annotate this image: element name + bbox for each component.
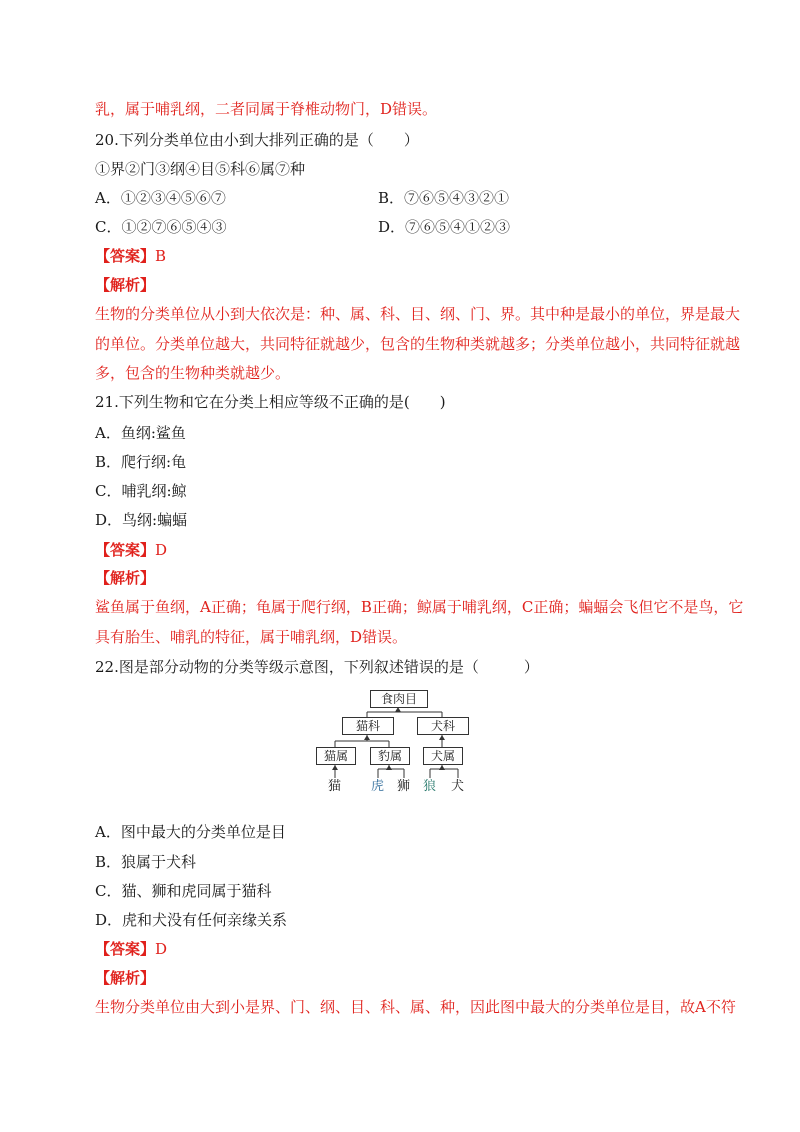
q22-answer-label: 【答案】 — [95, 940, 156, 958]
animal-cat: 猫 — [328, 779, 342, 794]
order-box: 食肉目 — [370, 690, 428, 708]
q22-analysis-label: 【解析】 — [95, 969, 156, 987]
q20-items: ①界②门③纲④目⑤科⑥属⑦种 — [95, 160, 306, 178]
q22-option-a: A．图中最大的分类单位是目 — [95, 823, 286, 841]
prev-analysis-tail: 乳，属于哺乳纲，二者同属于脊椎动物门，D错误。 — [95, 100, 438, 118]
q20-answer-value: B — [155, 247, 167, 265]
family-dog-box: 犬科 — [417, 717, 469, 735]
q22-analysis-line-1: 生物分类单位由大到小是界、门、纲、目、科、属、种，因此图中最大的分类单位是目，故A不符 — [95, 998, 736, 1016]
q20-option-c: C．①②⑦⑥⑤④③ — [95, 218, 227, 236]
q20-option-d: D．⑦⑥⑤④①②③ — [378, 218, 511, 236]
classification-diagram — [312, 690, 482, 800]
q20-answer-label: 【答案】 — [95, 247, 156, 265]
q20-analysis-label: 【解析】 — [95, 276, 156, 294]
q22-question: 22.图是部分动物的分类等级示意图，下列叙述错误的是（ ） — [95, 658, 539, 676]
animal-tiger: 虎 — [371, 779, 385, 794]
q21-option-a: A．鱼纲:鲨鱼 — [95, 424, 186, 442]
q21-question: 21.下列生物和它在分类上相应等级不正确的是( ) — [95, 393, 446, 411]
genus-panther-box: 豹属 — [370, 747, 410, 765]
q21-option-d: D．鸟纲:蝙蝠 — [95, 511, 188, 529]
family-cat-box: 猫科 — [342, 717, 394, 735]
q21-analysis-line-1: 鲨鱼属于鱼纲，A正确；龟属于爬行纲，B正确；鲸属于哺乳纲，C正确；蝙蝠会飞但它不是鸟，它 — [95, 598, 744, 616]
q21-analysis-label: 【解析】 — [95, 569, 156, 587]
q22-option-b: B．狼属于犬科 — [95, 853, 197, 871]
animal-wolf: 狼 — [423, 779, 437, 794]
q21-answer-value: D — [155, 541, 168, 559]
q22-answer — [95, 938, 167, 960]
q20-analysis-line-1: 生物的分类单位从小到大依次是：种、属、科、目、纲、门、界。其中种是最小的单位，界是最大 — [95, 305, 741, 323]
q22-answer-value: D — [155, 940, 168, 958]
q21-option-c: C．哺乳纲:鲸 — [95, 482, 187, 500]
q20-option-b: B．⑦⑥⑤④③②① — [378, 189, 510, 207]
q20-question: 20.下列分类单位由小到大排列正确的是（ ） — [95, 131, 419, 149]
q21-answer-label: 【答案】 — [95, 541, 156, 559]
animal-lion: 狮 — [397, 779, 411, 794]
genus-dog-box: 犬属 — [423, 747, 463, 765]
animal-dog: 犬 — [451, 779, 465, 794]
q20-analysis-line-2: 的单位。分类单位越大，共同特征就越少，包含的生物种类就越多；分类单位越小，共同特征就越 — [95, 335, 741, 353]
q21-option-b: B．爬行纲:龟 — [95, 453, 187, 471]
q22-option-d: D．虎和犬没有任何亲缘关系 — [95, 911, 288, 929]
q22-option-c: C．猫、狮和虎同属于猫科 — [95, 882, 272, 900]
q21-analysis-line-2: 具有胎生、哺乳的特征，属于哺乳纲，D错误。 — [95, 628, 408, 646]
q20-analysis-line-3: 多，包含的生物种类就越少。 — [95, 364, 291, 382]
q21-answer — [95, 539, 167, 561]
genus-cat-box: 猫属 — [316, 747, 356, 765]
q20-option-a: A．①②③④⑤⑥⑦ — [95, 189, 226, 207]
q20-answer — [95, 245, 166, 267]
